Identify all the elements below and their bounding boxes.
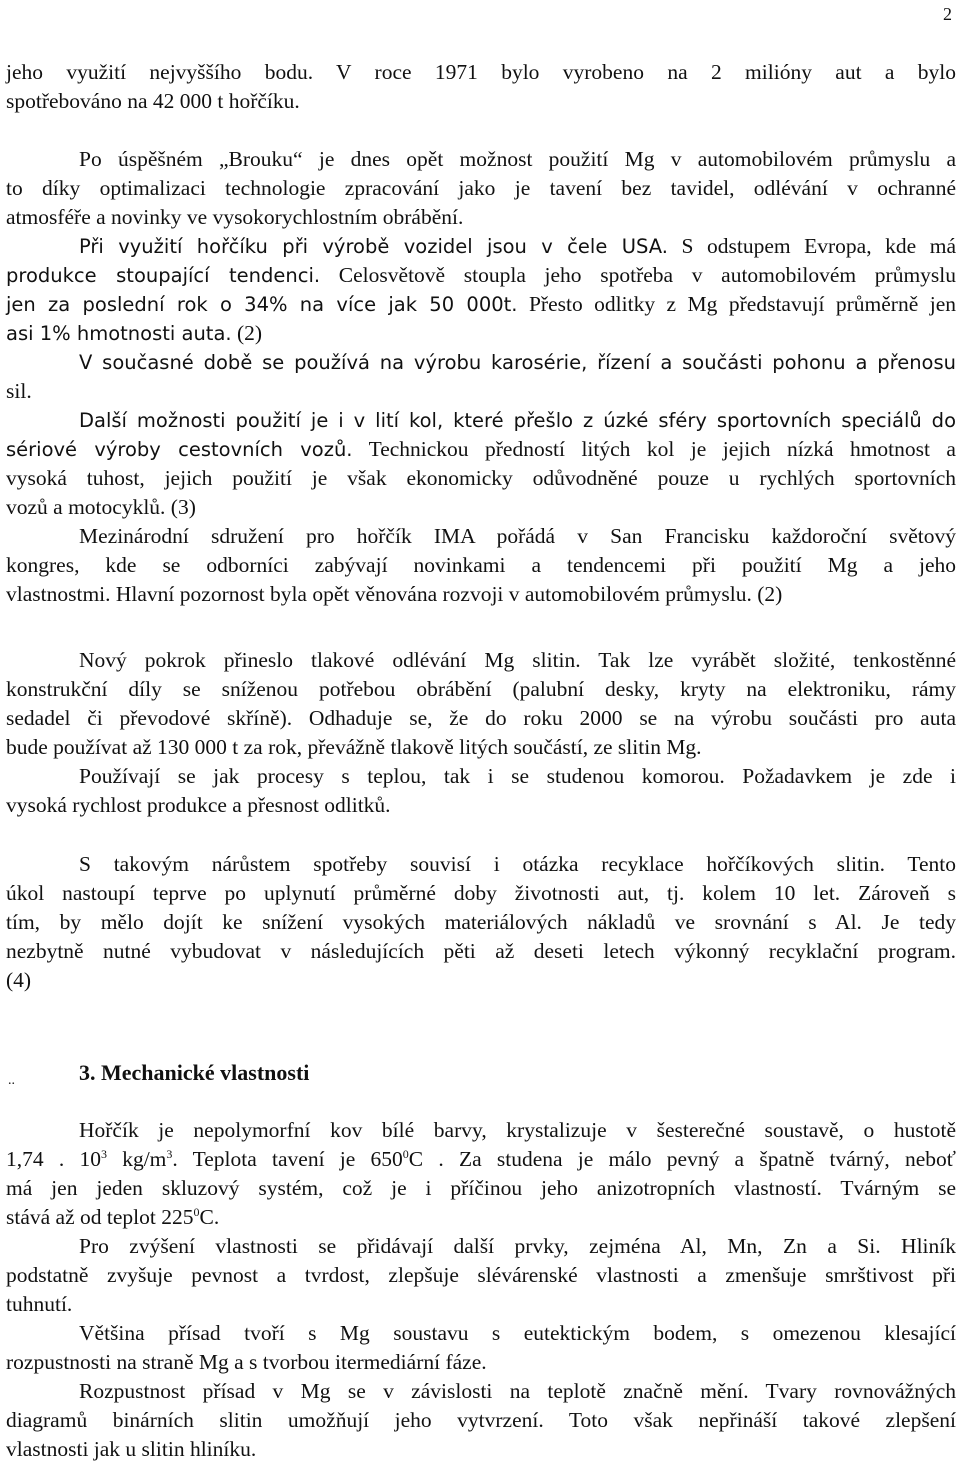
text-line: vysoká tuhost, jejich použití je však ekonomicky odůvodněné pouze u rychlých sportovních (6, 466, 956, 490)
text-segment: V současné době se používá na výrobu karosérie, řízení a součásti pohonu a přenosu (79, 351, 956, 374)
superscript: 3 (166, 1146, 173, 1161)
superscript: 3 (100, 1146, 107, 1161)
text-line: Po úspěšném „Brouku“ je dnes opět možnost použití Mg v automobilovém průmyslu a (79, 147, 956, 171)
text-segment: Technickou předností litých kol je jejich nízká hmotnost a (368, 437, 956, 461)
text-line (6, 1203, 956, 1232)
text-line (6, 348, 956, 377)
text-line (6, 435, 956, 464)
text-segment: Přesto odlitky z Mg představují průměrně jen (528, 292, 956, 316)
text-line: vysoká rychlost produkce a přesnost odlitků. (6, 793, 391, 817)
text-segment: (2) (236, 321, 263, 345)
text-segment: C . Za studena je málo pevný a špatně tvárný, neboť (408, 1147, 956, 1171)
margin-mark: .. (8, 1073, 15, 1088)
blank-line (6, 116, 956, 145)
text-line: spotřebováno na 42 000 t hořčíku. (6, 89, 300, 113)
text-line: Nový pokrok přineslo tlakové odlévání Mg slitin. Tak lze vyrábět složité, tenkostěnné (79, 648, 956, 672)
text-line: bude používat až 130 000 t za rok, převážně tlakově litých součástí, ze slitin Mg. (6, 735, 702, 759)
text-line: diagramů binárních slitin umožňují jeho vytvrzení. Toto však nepřináší takové zlepšení (6, 1408, 956, 1432)
text-line: tuhnutí. (6, 1292, 73, 1316)
text-line (6, 261, 956, 290)
text-line: Rozpustnost přísad v Mg se v závislosti na teplotě značně mění. Tvary rovnovážných (79, 1379, 956, 1403)
text-line: podstatně zvyšuje pevnost a tvrdost, zlepšuje slévárenské vlastnosti a zmenšuje smrštivost při (6, 1263, 956, 1287)
text-line (6, 1145, 956, 1174)
text-line: to díky optimalizaci technologie zpracování jako je tavení bez tavidel, odlévání v ochranné (6, 176, 956, 200)
superscript: 0 (402, 1146, 409, 1161)
text-line (6, 406, 956, 435)
text-line (6, 232, 956, 261)
text-line (6, 290, 956, 319)
text-segment: sériové výroby cestovních vozů. (6, 438, 353, 461)
text-line: S takovým nárůstem spotřeby souvisí i otázka recyklace hořčíkových slitin. Tento (79, 852, 956, 876)
text-segment: jen za poslední rok o 34% na více jak 50 000t. (6, 293, 518, 316)
text-line: Pro zvýšení vlastnosti se přidávají další prvky, zejména Al, Mn, Zn a Si. Hliník (79, 1234, 956, 1258)
text-line: (4) (6, 968, 32, 992)
text-line: má jen jeden skluzový systém, což je i příčinou jeho anizotropních vlastností. Tvárným se (6, 1176, 956, 1200)
page-number: 2 (943, 4, 952, 24)
text-line: sil. (6, 379, 32, 403)
text-segment: . Teplota tavení je 650 (172, 1147, 403, 1171)
text-line: vlastnosti jak u slitin hliníku. (6, 1437, 257, 1461)
paragraph-block-3 (6, 850, 956, 995)
text-segment: Při využití hořčíku při výrobě vozidel jsou v čele USA. (79, 235, 668, 258)
text-line: konstrukční díly se sníženou potřebou obrábění (palubní desky, kryty na elektroniku, rámy (6, 677, 956, 701)
text-segment: Další možnosti použití je i v lití kol, které přešlo z úzké sféry sportovních speciálů do (79, 409, 956, 432)
text-segment: produkce stoupající tendenci. (6, 264, 321, 287)
text-line: nezbytně nutné vybudovat v následujících pěti až deseti letech výkonný recyklační program. (6, 939, 956, 963)
section-heading: 3. Mechanické vlastnosti (79, 1060, 310, 1085)
text-segment: C. (199, 1205, 220, 1229)
text-line: vozů a motocyklů. (3) (6, 495, 196, 519)
text-line: Používají se jak procesy s teplou, tak i se studenou komorou. Požadavkem je zde i (79, 764, 956, 788)
text-segment: S odstupem Evropa, kde má (681, 234, 957, 258)
text-line: tím, by mělo dojít ke snížení vysokých materiálových nákladů ve srovnání s Al. Je tedy (6, 910, 956, 934)
text-line: atmosféře a novinky ve vysokorychlostním obrábění. (6, 205, 464, 229)
text-line: Hořčík je nepolymorfní kov bílé barvy, krystalizuje v šesterečné soustavě, o hustotě (79, 1118, 956, 1142)
text-line (6, 319, 956, 348)
text-line: Většina přísad tvoří s Mg soustavu s eutektickým bodem, s omezenou klesající (79, 1321, 956, 1345)
text-line: Mezinárodní sdružení pro hořčík IMA pořádá v San Francisku každoroční světový (79, 524, 956, 548)
text-segment: stává až od teplot 225 (6, 1205, 194, 1229)
text-line: kongres, kde se odborníci zabývají novinkami a tendencemi při použití Mg a jeho (6, 553, 956, 577)
text-line: úkol nastoupí teprve po uplynutí průměrné doby životnosti aut, tj. kolem 10 let. Zároveň s (6, 881, 956, 905)
text-segment: kg/m (106, 1147, 167, 1171)
paragraph-block-1 (6, 58, 956, 609)
text-line: rozpustnosti na straně Mg a s tvorbou itermediární fáze. (6, 1350, 487, 1374)
paragraph-block-4 (6, 1116, 956, 1464)
text-line: vlastnostmi. Hlavní pozornost byla opět věnována rozvoji v automobilovém průmyslu. (2) (6, 582, 783, 606)
paragraph-block-2 (6, 646, 956, 820)
superscript: 0 (193, 1204, 200, 1219)
text-segment: 1,74 . 10 (6, 1147, 101, 1171)
text-segment: asi 1% hmotnosti auta. (6, 322, 232, 345)
text-line: jeho využití nejvyššího bodu. V roce 1971 bylo vyrobeno na 2 milióny aut a bylo (6, 60, 956, 84)
text-line: sedadel či převodové skříně). Odhaduje se, že do roku 2000 se na výrobu součásti pro auta (6, 706, 956, 730)
text-segment: Celosvětově stoupla jeho spotřeba v automobilovém průmyslu (338, 263, 957, 287)
